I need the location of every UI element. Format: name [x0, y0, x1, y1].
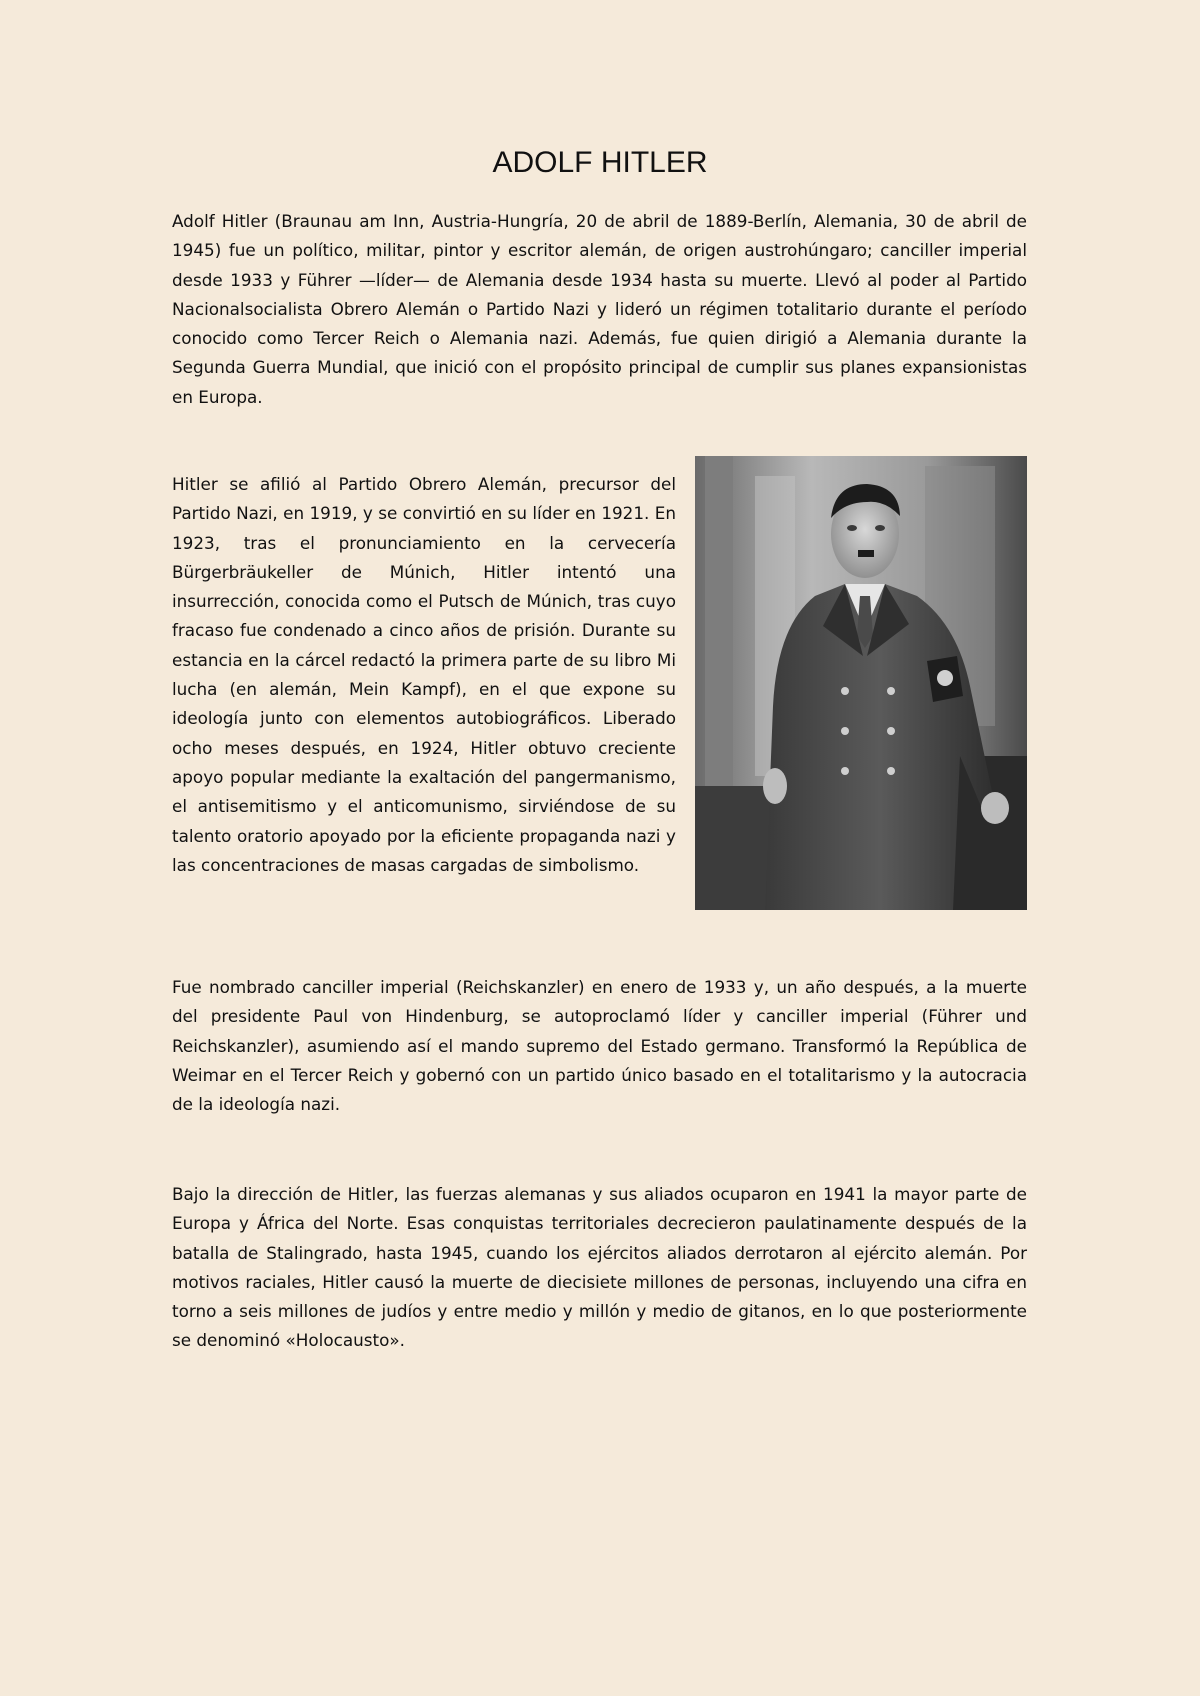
- paragraph-chancellor: Fue nombrado canciller imperial (Reichskanzler) en enero de 1933 y, un año después, a la muerte del presidente Paul von Hindenburg, se autoproclamó líder y canciller imperial (Führer und Reichskanzler), asumiendo así el mando supremo del Estado germano. Transformó la República de Weimar en el Tercer Reich y gobernó con un partido único basado en el totalitarismo y la autocracia de la ideología nazi.: [172, 977, 1027, 1115]
- paragraph-war: Bajo la dirección de Hitler, las fuerzas alemanas y sus aliados ocuparon en 1941 la mayor parte de Europa y África del Norte. Esas conquistas territoriales decrecieron paulatinamente después de la batalla de Stalingrado, hasta 1945, cuando los ejércitos aliados derrotaron al ejército alemán. Por motivos raciales, Hitler causó la muerte de diecisiete millones de personas, incluyendo una cifra en torno a seis millones de judíos y entre medio y millón y medio de gitanos, en lo que posteriormente se denominó «Holocausto».: [172, 1184, 1027, 1351]
- document-title: ADOLF HITLER: [492, 146, 708, 179]
- paragraph-rise-to-power: Hitler se afilió al Partido Obrero Alemán, precursor del Partido Nazi, en 1919, y se convirtió en su líder en 1921. En 1923, tras el pronunciamiento en la cervecería Bürgerbräukeller de Múnich, Hitler intentó una insurrección, conocida como el Putsch de Múnich, tras cuyo fracaso fue condenado a cinco años de prisión. Durante su estancia en la cárcel redactó la primera parte de su libro Mi lucha (en alemán, Mein Kampf), en el que expone su ideología junto con elementos autobiográficos. Liberado ocho meses después, en 1924, Hitler obtuvo creciente apoyo popular mediante la exaltación del pangermanismo, el antisemitismo y el anticomunismo, sirviéndose de su talento oratorio apoyado por la eficiente propaganda nazi y las concentraciones de masas cargadas de simbolismo.: [172, 474, 676, 875]
- paragraph-intro: Adolf Hitler (Braunau am Inn, Austria-Hungría, 20 de abril de 1889-Berlín, Alemania, 30 de abril de 1945) fue un político, militar, pintor y escritor alemán, de origen austrohúngaro; canciller imperial desde 1933 y Führer —líder— de Alemania desde 1934 hasta su muerte. Llevó al poder al Partido Nacionalsocialista Obrero Alemán o Partido Nazi y lideró un régimen totalitario durante el período conocido como Tercer Reich o Alemania nazi. Además, fue quien dirigió a Alemania durante la Segunda Guerra Mundial, que inició con el propósito principal de cumplir sus planes expansionistas en Europa.: [172, 211, 1027, 407]
- portrait-photo: [695, 456, 1027, 910]
